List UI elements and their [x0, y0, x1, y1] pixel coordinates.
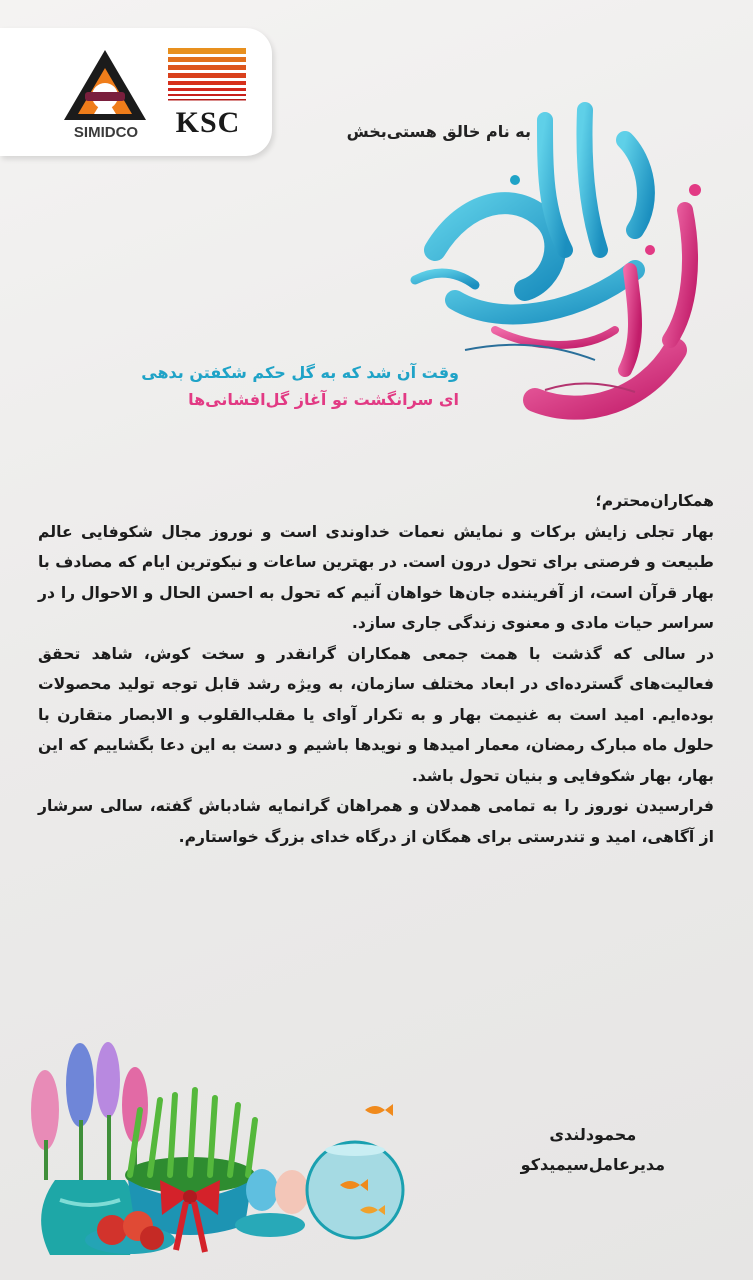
letter-paragraph: بهار تجلی زایش برکات و نمایش نعمات خداوندی است و نوروز مجال شکوفایی عالم طبیعت و فرصتی برای تحول درون است. در بهترین ساعات و نیکوترین ایام که مصادف با بهار قرآن است، از آفریننده جان‌ها خواهان آنیم که تحول به احسن الحال و الاحوال را در سراسر حیات مادی و معنوی زندگی جاری سازد. [38, 522, 714, 632]
poem-line-2: ای سرانگشت تو آغاز گل‌افشانی‌ها [188, 390, 459, 409]
letter-salutation: همکاران‌محترم؛ [595, 492, 714, 510]
signature-title: مدیرعامل‌سیمیدکو [520, 1155, 665, 1174]
letter-paragraph: در سالی که گذشت با همت جمعی همکاران گرانقدر و سخت کوش، شاهد تحقق فعالیت‌های گسترده‌ای در ابعاد مختلف سازمان، به ویژه رشد قابل توجه تولید محصولات بوده‌ایم. امید است به غنیمت بهار و به تکرار آوای یا مقلب‌القلوب و الابصار متقارن با حلول ماه مبارک رمضان، معمار امیدها و نویدها باشیم و دست به این دعا بگشاییم که این بهار، بهار شکوفایی و بنیان تحول باشد. [38, 644, 714, 785]
letter-body [38, 486, 714, 852]
nowruz-decoration-illustration [0, 1040, 420, 1280]
letter-paragraph: فرارسیدن نوروز را به تمامی همدلان و همراهان گرانمایه شادباش گفته، سالی سرشار از آگاهی، امید و تندرستی برای همگان از درگاه خدای بزرگ خواستارم. [38, 797, 714, 846]
signature-block [521, 1120, 665, 1180]
goldfish-bowl-icon [307, 1104, 403, 1238]
logo-card [0, 28, 272, 156]
signature-name: محمودلندی [549, 1125, 637, 1144]
simidco-label: SIMIDCO [73, 124, 139, 141]
ksc-label: KSC [175, 106, 241, 139]
invocation-heading: به نام خالق هستی‌بخش [346, 122, 531, 141]
poem-line-1: وقت آن شد که به گل حکم شکفتن بدهی [141, 363, 459, 382]
